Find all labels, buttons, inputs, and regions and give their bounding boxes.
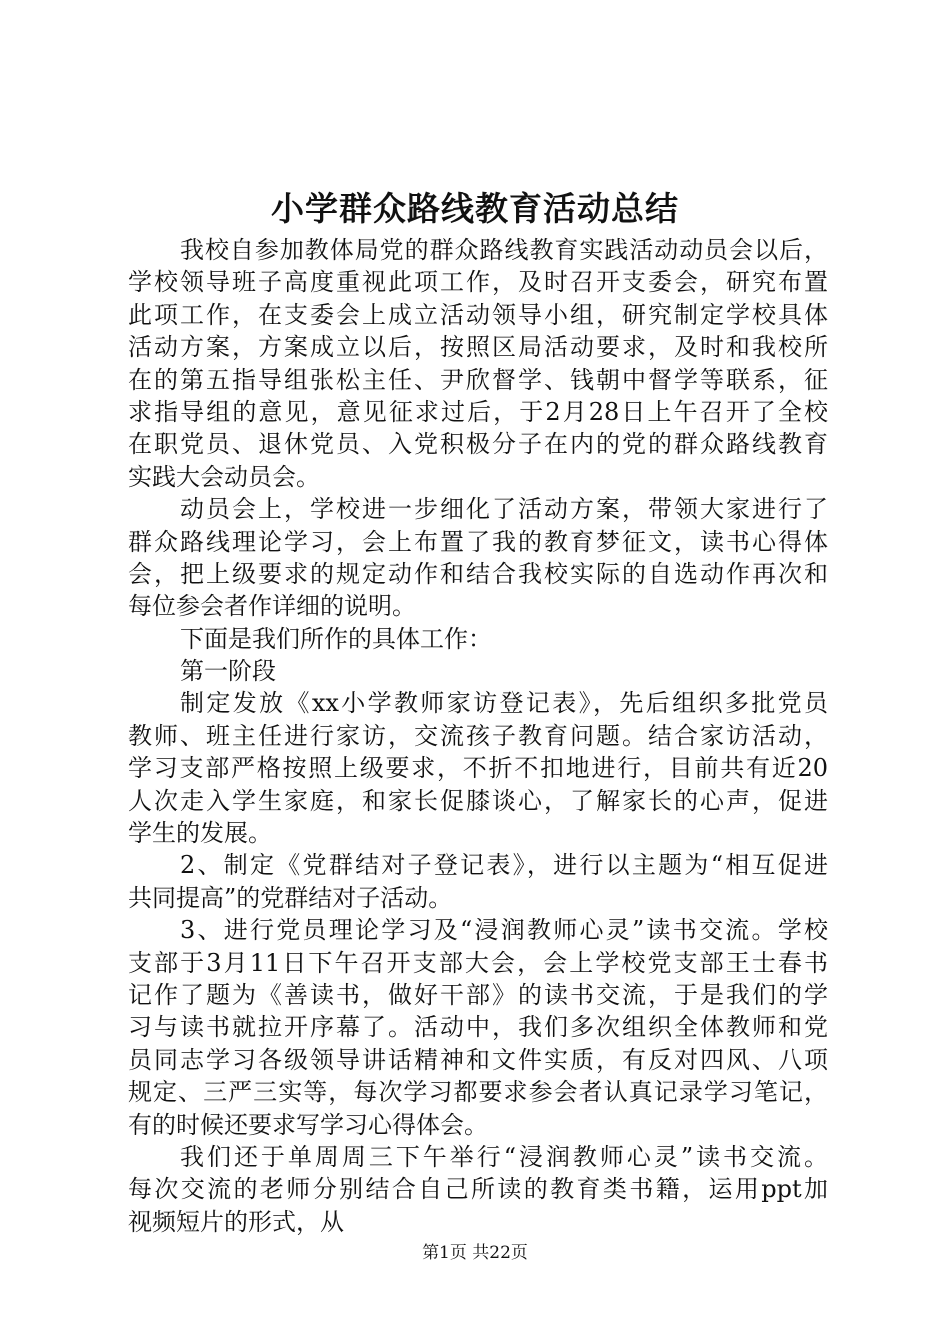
body-line: 2、制定《党群结对子登记表》，进行以主题为“相互促进	[180, 851, 828, 880]
document-title: 小学群众路线教育活动总结	[271, 189, 679, 228]
body-line: 学习支部严格按照上级要求，不折不扣地进行，目前共有近20	[128, 754, 828, 783]
body-line: 动员会上，学校进一步细化了活动方案，带领大家进行了	[180, 495, 828, 524]
body-line: 学生的发展。	[128, 819, 272, 848]
body-line: 每位参会者作详细的说明。	[128, 592, 416, 621]
body-line: 共同提高”的党群结对子活动。	[128, 883, 453, 912]
body-line: 员同志学习各级领导讲话精神和文件实质，有反对四风、八项	[128, 1045, 828, 1074]
document-body	[128, 234, 828, 1238]
body-line: 下面是我们所作的具体工作：	[180, 624, 492, 653]
body-line: 此项工作，在支委会上成立活动领导小组，研究制定学校具体	[128, 300, 828, 329]
page-footer: 第1页 共22页	[422, 1243, 528, 1263]
body-line: 活动方案，方案成立以后，按照区局活动要求，及时和我校所	[128, 333, 828, 362]
body-line: 群众路线理论学习，会上布置了我的教育梦征文，读书心得体	[128, 527, 828, 556]
body-line: 会，把上级要求的规定动作和结合我校实际的自选动作再次和	[128, 559, 828, 588]
body-line: 第一阶段	[180, 657, 276, 686]
body-line: 每次交流的老师分别结合自己所读的教育类书籍，运用ppt加	[128, 1175, 828, 1204]
body-line: 实践大会动员会。	[128, 462, 320, 491]
body-line: 记作了题为《善读书，做好干部》的读书交流，于是我们的学	[128, 980, 828, 1009]
body-line: 教师、班主任进行家访，交流孩子教育问题。结合家访活动，	[128, 721, 828, 750]
body-line: 求指导组的意见，意见征求过后，于2月28日上午召开了全校	[128, 397, 828, 426]
body-line: 有的时候还要求写学习心得体会。	[128, 1110, 488, 1139]
body-line: 在的第五指导组张松主任、尹欣督学、钱朝中督学等联系，征	[128, 365, 828, 394]
body-line: 习与读书就拉开序幕了。活动中，我们多次组织全体教师和党	[128, 1013, 828, 1042]
body-line: 制定发放《xx小学教师家访登记表》，先后组织多批党员	[180, 689, 828, 718]
body-line: 学校领导班子高度重视此项工作，及时召开支委会，研究布置	[128, 268, 828, 297]
body-line: 人次走入学生家庭，和家长促膝谈心，了解家长的心声，促进	[128, 786, 828, 815]
body-line: 我校自参加教体局党的群众路线教育实践活动动员会以后，	[180, 236, 828, 264]
body-line: 3、进行党员理论学习及“浸润教师心灵”读书交流。学校	[180, 916, 828, 945]
body-line: 在职党员、退休党员、入党积极分子在内的党的群众路线教育	[128, 430, 828, 459]
body-line: 我们还于单周周三下午举行“浸润教师心灵”读书交流。	[180, 1142, 828, 1171]
body-line: 支部于3月11日下午召开支部大会，会上学校党支部王士春书	[128, 948, 828, 977]
body-line: 规定、三严三实等，每次学习都要求参会者认真记录学习笔记，	[128, 1078, 828, 1107]
body-line: 视频短片的形式，从	[128, 1207, 344, 1236]
